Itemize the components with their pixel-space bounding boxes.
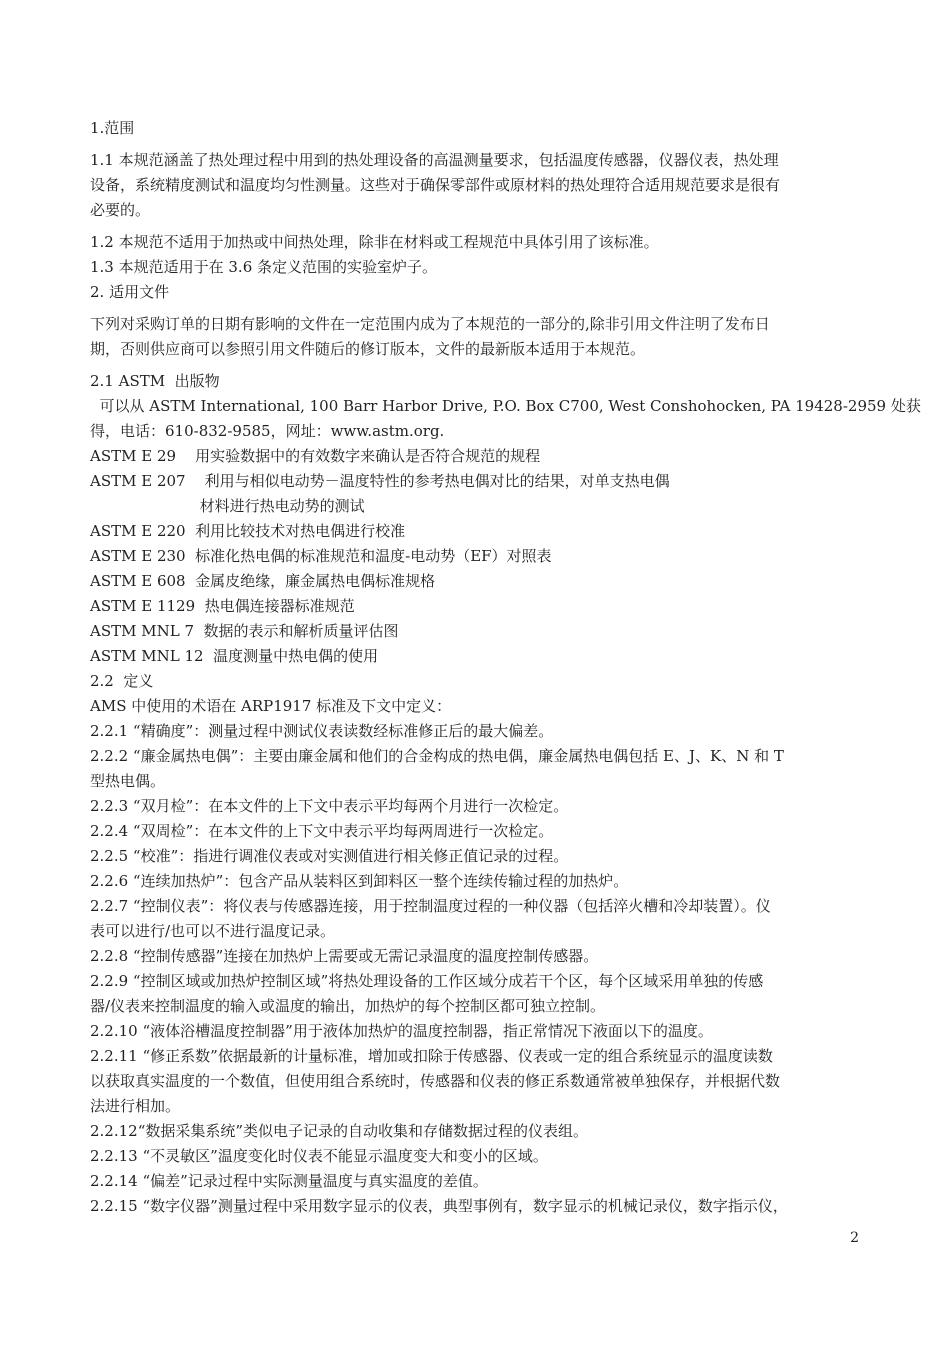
paragraph-line: 期，否则供应商可以参照引用文件随后的修订版本，文件的最新版本适用于本规范。 <box>90 340 646 358</box>
definition-item: 2.2.12“数据采集系统”类似电子记录的自动收集和存储数据过程的仪表组。 <box>90 1122 589 1140</box>
definition-item: 表可以进行/也可以不进行温度记录。 <box>90 922 336 940</box>
document-body <box>90 116 921 1219</box>
definition-item: 2.2.2 “廉金属热电偶”：主要由廉金属和他们的合金构成的热电偶，廉金属热电偶包括 E、J、K、N 和 T <box>90 747 784 765</box>
paragraph-line: 可以从 ASTM International, 100 Barr Harbor Drive, P.O. Box C700, West Conshohocken, PA 19428-2959 处获 <box>90 397 921 415</box>
definition-item: 2.2.14 “偏差”记录过程中实际测量温度与真实温度的差值。 <box>90 1172 488 1190</box>
reference-item: ASTM E 207 利用与相似电动势－温度特性的参考热电偶对比的结果，对单支热电偶 <box>90 472 670 490</box>
definition-item: 2.2.6 “连续加热炉”：包含产品从装料区到卸料区一整个连续传输过程的加热炉。 <box>90 872 629 890</box>
definition-item: 2.2.11 “修正系数”依据最新的计量标准，增加或扣除于传感器、仪表或一定的组合系统显示的温度读数 <box>90 1047 773 1065</box>
definition-item: 法进行相加。 <box>90 1097 181 1115</box>
definition-item: 2.2.8 “控制传感器”连接在加热炉上需要或无需记录温度的温度控制传感器。 <box>90 947 599 965</box>
paragraph-line: AMS 中使用的术语在 ARP1917 标准及下文中定义： <box>90 697 452 715</box>
definition-item: 2.2.4 “双周检”：在本文件的上下文中表示平均每两周进行一次检定。 <box>90 822 554 840</box>
reference-item: ASTM E 608 金属皮绝缘，廉金属热电偶标准规格 <box>90 572 436 590</box>
reference-item: ASTM MNL 12 温度测量中热电偶的使用 <box>90 647 379 665</box>
paragraph-line: 1.2 本规范不适用于加热或中间热处理，除非在材料或工程规范中具体引用了该标准。 <box>90 233 659 251</box>
page-number: 2 <box>850 1230 859 1246</box>
definition-item: 2.2.5 “校准”：指进行调准仪表或对实测值进行相关修正值记录的过程。 <box>90 847 569 865</box>
section-heading-scope: 1.范围 <box>90 119 135 137</box>
definition-item: 2.2.1 “精确度”：测量过程中测试仪表读数经标准修正后的最大偏差。 <box>90 722 554 740</box>
paragraph-line: 设备，系统精度测试和温度均匀性测量。这些对于确保零部件或原材料的热处理符合适用规范要求是很有 <box>90 176 781 194</box>
definition-item: 器/仪表来控制温度的输入或温度的输出，加热炉的每个控制区都可独立控制。 <box>90 997 606 1015</box>
definition-item: 2.2.9 “控制区域或加热炉控制区域”将热处理设备的工作区域分成若干个区，每个区域采用单独的传感 <box>90 972 764 990</box>
definition-item: 2.2.15 “数字仪器”测量过程中采用数字显示的仪表，典型事例有，数字显示的机械记录仪，数字指示仪， <box>90 1197 788 1215</box>
section-heading-documents: 2. 适用文件 <box>90 283 170 301</box>
subsection-heading-astm: 2.1 ASTM 出版物 <box>90 372 220 390</box>
paragraph-line: 得，电话：610-832-9585，网址：www.astm.org. <box>90 422 445 440</box>
definition-item: 2.2.10 “液体浴槽温度控制器”用于液体加热炉的温度控制器，指正常情况下液面以下的温度。 <box>90 1022 713 1040</box>
definition-item: 型热电偶。 <box>90 772 166 790</box>
definition-item: 2.2.3 “双月检”：在本文件的上下文中表示平均每两个月进行一次检定。 <box>90 797 569 815</box>
reference-item: ASTM E 1129 热电偶连接器标准规范 <box>90 597 355 615</box>
definition-item: 2.2.7 “控制仪表”：将仪表与传感器连接，用于控制温度过程的一种仪器（包括淬火槽和冷却装置）。仪 <box>90 897 771 915</box>
reference-item: ASTM MNL 7 数据的表示和解析质量评估图 <box>90 622 399 640</box>
reference-item-continuation: 材料进行热电动势的测试 <box>90 497 365 515</box>
definition-item: 2.2.13 “不灵敏区”温度变化时仪表不能显示温度变大和变小的区域。 <box>90 1147 548 1165</box>
definition-item: 以获取真实温度的一个数值，但使用组合系统时，传感器和仪表的修正系数通常被单独保存，并根据代数 <box>90 1072 781 1090</box>
paragraph-line: 下列对采购订单的日期有影响的文件在一定范围内成为了本规范的一部分的,除非引用文件注明了发布日 <box>90 315 770 333</box>
paragraph-line: 必要的。 <box>90 201 151 219</box>
subsection-heading-definitions: 2.2 定义 <box>90 672 154 690</box>
paragraph-line: 1.1 本规范涵盖了热处理过程中用到的热处理设备的高温测量要求，包括温度传感器，仪器仪表，热处理 <box>90 151 779 169</box>
paragraph-line: 1.3 本规范适用于在 3.6 条定义范围的实验室炉子。 <box>90 258 438 276</box>
reference-item: ASTM E 29 用实验数据中的有效数字来确认是否符合规范的规程 <box>90 447 541 465</box>
reference-item: ASTM E 220 利用比较技术对热电偶进行校准 <box>90 522 406 540</box>
reference-item: ASTM E 230 标准化热电偶的标准规范和温度-电动势（EF）对照表 <box>90 547 552 565</box>
